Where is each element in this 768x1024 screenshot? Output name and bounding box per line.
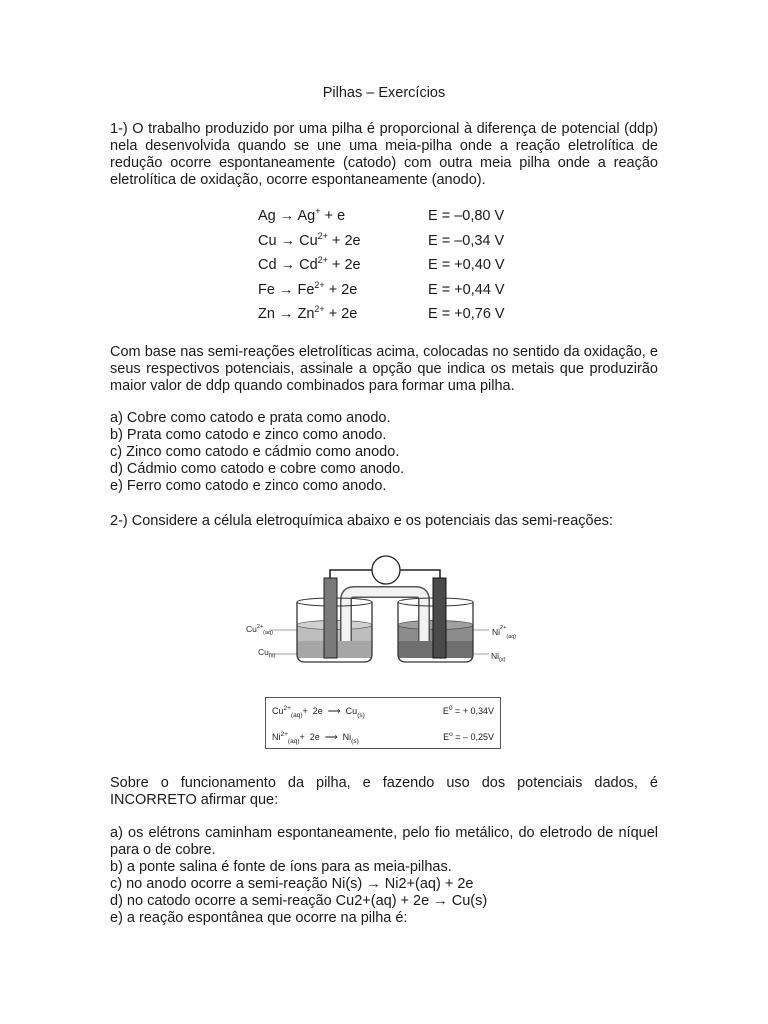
potential-value: E = +0,40 V [428,257,505,274]
half-reaction-row [258,278,505,303]
ion-charge: 2+ [314,304,325,315]
electrons: 2e [341,306,358,323]
ion-symbol: Cu [299,232,318,249]
ion-symbol: Cd [299,257,318,274]
electrons: 2e [344,232,361,249]
metal-symbol: Fe [258,281,275,298]
potential-value: E = –0,34 V [428,232,505,249]
reaction-arrow: → [278,306,294,323]
half-reaction-row [258,229,505,254]
potential-value: $E^o$ = – 0,25V [443,731,494,742]
ion-charge: 2+ [314,279,325,290]
half-reaction-row [258,253,505,278]
reaction-arrow: → [280,257,296,274]
question-2-intro: 2-) Considere a célula eletroquímica abaixo e os potenciais das semi-reações: [110,513,613,529]
label-ni-metal: $Ni_{(s)}$ [491,651,506,663]
plus-sign: + [328,306,338,323]
half-reaction-row [258,302,505,327]
electrons: 2e [344,257,361,274]
potential-value: E = –0,80 V [428,208,505,225]
standard-potentials-box [265,697,501,749]
answer-option-a[interactable]: a) Cobre como catodo e prata como anodo. [110,410,391,426]
plus-sign: + [328,281,338,298]
reaction-arrow: → [280,232,296,249]
half-reactions-table [258,204,505,327]
electrons: e [337,208,346,225]
ion-symbol: Fe [297,281,315,298]
answer-option-c[interactable]: c) Zinco como catodo e cádmio como anodo. [110,444,400,460]
ion-symbol: Ag [297,208,316,225]
potential-row-nickel [272,730,494,744]
ion-symbol: Zn [297,306,315,323]
answer-option-c[interactable]: c) no anodo ocorre a semi-reação Ni(s) → Ni2+(aq) + 2e [110,876,474,892]
page-title: Pilhas – Exercícios [322,85,446,101]
label-cu-ion: $Cu^{2+}_{(aq)}$ [246,624,273,636]
metal-symbol: Cu [258,232,277,249]
voltmeter-icon [372,556,400,584]
potential-value: $E^0$ = + 0,34V [442,705,494,716]
half-reaction-row [258,204,505,229]
question-1-prompt: Com base nas semi-reações eletrolíticas acima, colocadas no sentido da oxidação, e seus respectivos potenciais, assinale a opção que indica os metais que produzirão maior valor de ddp quando combinados para formar uma pilha. [110,344,658,394]
answer-option-b[interactable]: b) a ponte salina é fonte de íons para as meia-pilhas. [110,859,452,875]
metal-symbol: Zn [258,306,275,323]
plus-sign: + [331,257,341,274]
plus-sign: + [331,232,341,249]
electrons: 2e [341,281,358,298]
potential-value: E = +0,76 V [428,306,505,323]
question-2-prompt: Sobre o funcionamento da pilha, e fazendo uso dos potenciais dados, é INCORRETO afirmar que: [110,775,658,808]
answer-option-d[interactable]: d) no catodo ocorre a semi-reação Cu2+(aq) + 2e → Cu(s) [110,893,488,909]
potential-row-copper [272,704,494,718]
reaction-arrow: → [278,281,294,298]
ion-charge: 2+ [317,230,328,241]
answer-option-e[interactable]: e) a reação espontânea que ocorre na pilha é: [110,910,408,926]
potential-value: E = +0,44 V [428,281,505,298]
label-ni-ion: $Ni^{2+}_{(aq)}$ [492,625,517,640]
external-wire [400,570,440,578]
half-equation: $Cu^{2+}_{(aq)}+ 2e$ ⟶ $Cu_{(s)}$ [272,705,365,719]
nickel-electrode [433,578,446,658]
answer-option-b[interactable]: b) Prata como catodo e zinco como anodo. [110,427,387,443]
reaction-arrow: → [279,208,295,225]
external-wire [330,570,372,578]
electrochemical-cell-diagram [236,548,536,678]
ion-charge: + [315,206,321,217]
answer-option-d[interactable]: d) Cádmio como catodo e cobre como anodo. [110,461,405,477]
label-cu-metal: $Cu_{(s)}$ [258,647,276,659]
question-1-options [110,410,658,495]
question-2-options [110,825,658,927]
copper-electrode [324,578,337,658]
metal-symbol: Cd [258,257,277,274]
answer-option-a[interactable]: a) os elétrons caminham espontaneamente, pelo fio metálico, do eletrodo de níquel para o de cobre. [110,825,658,858]
metal-symbol: Ag [258,208,276,225]
answer-option-e[interactable]: e) Ferro como catodo e zinco como anodo. [110,478,387,494]
question-1-intro: 1-) O trabalho produzido por uma pilha é proporcional à diferença de potencial (ddp) nela desenvolvida quando se une uma meia-pilha onde a reação eletrolítica de redução ocorre espontaneamente (catodo) com outra meia pilha onde a reação eletrolítica de oxidação, ocorre espontaneamente (anodo). [110,121,658,188]
half-equation: $Ni^{2+}_{(aq)}+ 2e$ ⟶ $Ni_{(s)}$ [272,731,359,745]
ion-charge: 2+ [317,255,328,266]
plus-sign: + [324,208,334,225]
